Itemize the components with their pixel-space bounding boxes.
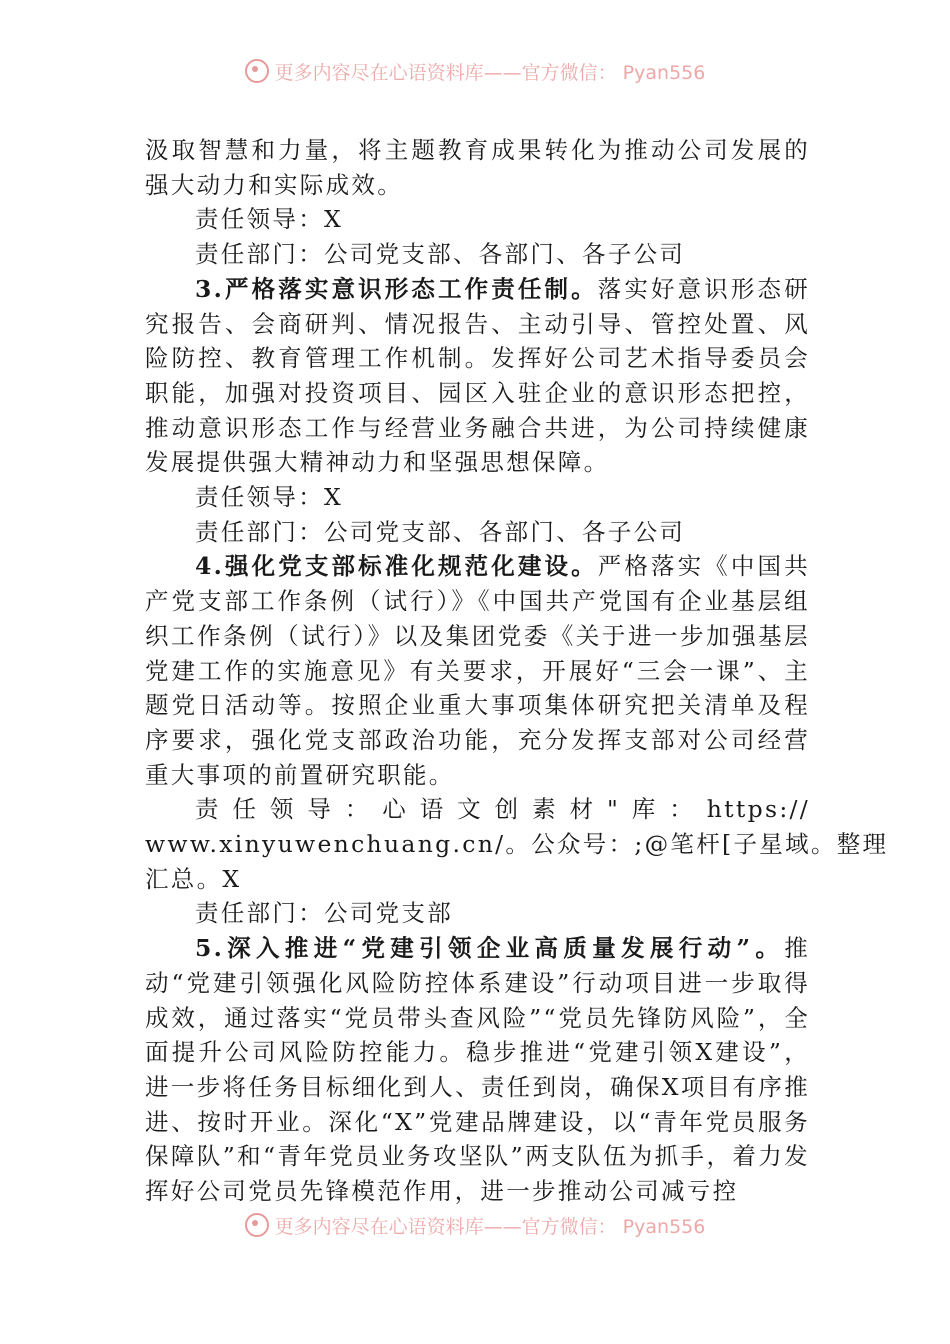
section-4-leader-line-3: 汇总。X xyxy=(145,864,242,893)
header-watermark xyxy=(0,58,950,85)
watermark-logo-icon xyxy=(245,1213,269,1237)
section-4 xyxy=(145,549,810,792)
document-body xyxy=(145,133,889,1209)
footer-watermark xyxy=(0,1212,950,1239)
section-5 xyxy=(145,931,810,1209)
section-4-leader-line-1: 责任领导：心语文创素材"库：https:// xyxy=(195,795,810,824)
header-watermark-text: 更多内容尽在心语资料库——官方微信： Pyan556 xyxy=(274,62,706,84)
section-4-heading: 4.强化党支部标准化规范化建设。 xyxy=(195,552,598,581)
section-3-body: 落实好意识形态研究报告、会商研判、情况报告、主动引导、管控处置、风险防控、教育管理工作机制。发挥好公司艺术指导委员会职能，加强对投资项目、园区入驻企业的意识形态把控，推动意识形态工作与经营业务融合共进，为公司持续健康发展提供强大精神动力和坚强思想保障。 xyxy=(145,274,810,477)
section-3-heading: 3.严格落实意识形态工作责任制。 xyxy=(195,274,598,303)
section-4-body: 严格落实《中国共产党支部工作条例（试行）》《中国共产党国有企业基层组织工作条例（试行）》以及集团党委《关于进一步加强基层党建工作的实施意见》有关要求，开展好“三会一课”、主题党日活动等。按照企业重大事项集体研究把关清单及程序要求，强化党支部政治功能，充分发挥支部对公司经营重大事项的前置研究职能。 xyxy=(145,552,810,789)
section-5-heading: 5.深入推进“党建引领企业高质量发展行动”。 xyxy=(195,934,785,963)
section-3-leader: 责任领导：X xyxy=(195,483,344,512)
responsible-department: 责任部门：公司党支部、各部门、各子公司 xyxy=(195,240,686,269)
watermark-logo-icon xyxy=(245,59,269,83)
section-5-body: 推动“党建引领强化风险防控体系建设”行动项目进一步取得成效，通过落实“党员带头查风险”“党员先锋防风险”，全面提升公司风险防控能力。稳步推进“党建引领X建设”，进一步将任务目标细化到人、责任到岗，确保X项目有序推进、按时开业。深化“X”党建品牌建设，以“青年党员服务保障队”和“青年党员业务攻坚队”两支队伍为抓手，着力发挥好公司党员先锋模范作用，进一步推动公司减亏控 xyxy=(145,934,810,1206)
paragraph-continuation: 汲取智慧和力量，将主题教育成果转化为推动公司发展的强大动力和实际成效。 xyxy=(145,136,810,199)
section-3-department: 责任部门：公司党支部、各部门、各子公司 xyxy=(195,517,686,546)
section-4-leader-line-2: www.xinyuwenchuang.cn/。公众号：;@笔杆[子星域。整理 xyxy=(145,830,889,859)
responsible-leader: 责任领导：X xyxy=(195,205,344,234)
section-4-department: 责任部门：公司党支部 xyxy=(195,899,453,928)
footer-watermark-text: 更多内容尽在心语资料库——官方微信： Pyan556 xyxy=(274,1216,706,1238)
section-3 xyxy=(145,272,810,480)
